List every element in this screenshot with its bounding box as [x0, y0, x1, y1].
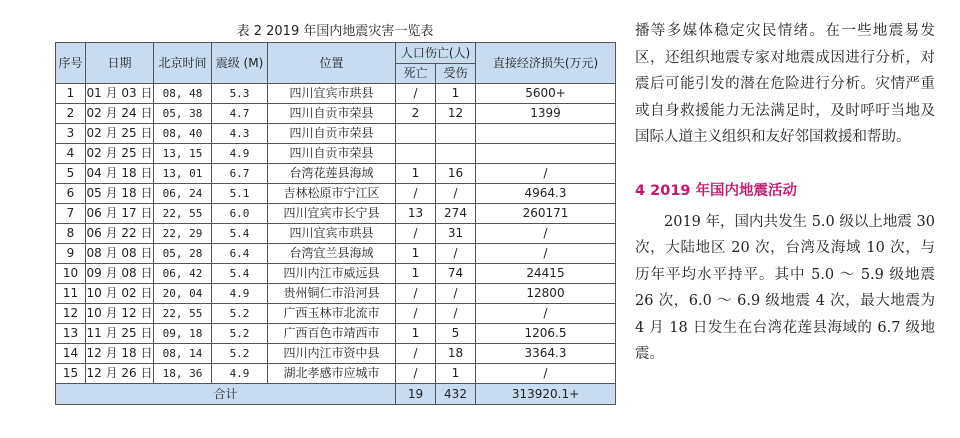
cell-location: 四川自贡市荣县: [268, 104, 396, 124]
cell-loss: 24415: [476, 264, 616, 284]
cell-magnitude: 5.1: [212, 184, 268, 204]
cell-date: 09 月 08 日: [86, 264, 154, 284]
cell-date: 05 月 18 日: [86, 184, 154, 204]
cell-date: 02 月 24 日: [86, 104, 154, 124]
table-row: [56, 344, 616, 364]
cell-loss: /: [476, 364, 616, 384]
cell-index: 1: [56, 84, 86, 104]
cell-magnitude: 5.4: [212, 224, 268, 244]
cell-index: 12: [56, 304, 86, 324]
cell-location: 四川自贡市荣县: [268, 124, 396, 144]
section-title: 4 2019 年国内地震活动: [635, 182, 798, 199]
cell-date: 06 月 22 日: [86, 224, 154, 244]
cell-injuries: 16: [436, 164, 476, 184]
cell-loss: /: [476, 244, 616, 264]
table-body: [56, 84, 616, 405]
cell-time: 22, 55: [154, 204, 212, 224]
header-time: 北京时间: [154, 43, 212, 84]
cell-deaths: 2: [396, 104, 436, 124]
cell-magnitude: 6.7: [212, 164, 268, 184]
cell-location: 广西玉林市北流市: [268, 304, 396, 324]
cell-magnitude: 5.4: [212, 264, 268, 284]
cell-date: 01 月 03 日: [86, 84, 154, 104]
table-row: [56, 84, 616, 104]
cell-injuries: /: [436, 244, 476, 264]
table-row: [56, 264, 616, 284]
cell-loss: [476, 124, 616, 144]
cell-loss: 260171: [476, 204, 616, 224]
cell-time: 22, 29: [154, 224, 212, 244]
table-row: [56, 284, 616, 304]
cell-deaths: [396, 144, 436, 164]
cell-loss: /: [476, 224, 616, 244]
cell-injuries: 12: [436, 104, 476, 124]
header-index: 序号: [56, 43, 86, 84]
cell-deaths: /: [396, 84, 436, 104]
cell-loss: 5600+: [476, 84, 616, 104]
header-loss: 直接经济损失(万元): [476, 43, 616, 84]
cell-injuries: 18: [436, 344, 476, 364]
cell-date: 12 月 18 日: [86, 344, 154, 364]
cell-loss: 1206.5: [476, 324, 616, 344]
cell-index: 3: [56, 124, 86, 144]
cell-deaths: /: [396, 224, 436, 244]
cell-location: 四川内江市威远县: [268, 264, 396, 284]
header-location: 位置: [268, 43, 396, 84]
cell-magnitude: 6.0: [212, 204, 268, 224]
cell-deaths: /: [396, 284, 436, 304]
cell-injuries: 5: [436, 324, 476, 344]
cell-time: 22, 55: [154, 304, 212, 324]
earthquake-table: [55, 42, 616, 405]
header-casualties: 人口伤亡(人): [396, 43, 476, 64]
cell-time: 08, 48: [154, 84, 212, 104]
cell-index: 2: [56, 104, 86, 124]
cell-location: 吉林松原市宁江区: [268, 184, 396, 204]
table-row: [56, 164, 616, 184]
cell-loss: 1399: [476, 104, 616, 124]
header-deaths: 死亡: [396, 64, 436, 84]
cell-time: 06, 42: [154, 264, 212, 284]
cell-time: 06, 24: [154, 184, 212, 204]
cell-time: 05, 38: [154, 104, 212, 124]
cell-injuries: /: [436, 284, 476, 304]
table-row: [56, 324, 616, 344]
cell-index: 11: [56, 284, 86, 304]
cell-loss: /: [476, 304, 616, 324]
cell-loss: 3364.3: [476, 344, 616, 364]
table-row: [56, 184, 616, 204]
total-injuries: 432: [436, 384, 476, 405]
cell-time: 18, 36: [154, 364, 212, 384]
cell-time: 05, 28: [154, 244, 212, 264]
cell-index: 8: [56, 224, 86, 244]
cell-date: 02 月 25 日: [86, 144, 154, 164]
cell-magnitude: 4.9: [212, 364, 268, 384]
cell-date: 04 月 18 日: [86, 164, 154, 184]
cell-date: 10 月 12 日: [86, 304, 154, 324]
cell-location: 四川宜宾市长宁县: [268, 204, 396, 224]
cell-date: 06 月 17 日: [86, 204, 154, 224]
cell-deaths: 1: [396, 324, 436, 344]
header-date: 日期: [86, 43, 154, 84]
cell-injuries: 274: [436, 204, 476, 224]
cell-magnitude: 4.9: [212, 144, 268, 164]
cell-magnitude: 4.3: [212, 124, 268, 144]
cell-time: 09, 18: [154, 324, 212, 344]
cell-location: 贵州铜仁市沿河县: [268, 284, 396, 304]
table-row: [56, 124, 616, 144]
cell-deaths: /: [396, 304, 436, 324]
cell-magnitude: 5.3: [212, 84, 268, 104]
cell-deaths: 13: [396, 204, 436, 224]
table-caption: 表 2 2019 年国内地震灾害一览表: [236, 24, 434, 39]
table-row: [56, 244, 616, 264]
paragraph-relief: 播等多媒体稳定灾民情绪。在一些地震易发区，还组织地震专家对地震成因进行分析，对震后可能引发的潜在危险进行分析。灾情严重或自身救援能力无法满足时，及时呼吁当地及国际人道主义组织和友好邻国救援和帮助。: [635, 23, 935, 145]
cell-magnitude: 5.2: [212, 324, 268, 344]
cell-deaths: /: [396, 184, 436, 204]
total-label: 合计: [56, 384, 396, 405]
cell-loss: /: [476, 164, 616, 184]
table-row: [56, 104, 616, 124]
table-total-row: [56, 384, 616, 405]
cell-location: 四川宜宾市珙县: [268, 224, 396, 244]
cell-location: 四川内江市资中县: [268, 344, 396, 364]
table-row: [56, 304, 616, 324]
table-row: [56, 224, 616, 244]
cell-time: 13, 01: [154, 164, 212, 184]
cell-location: 广西百色市靖西市: [268, 324, 396, 344]
cell-index: 14: [56, 344, 86, 364]
cell-magnitude: 5.2: [212, 344, 268, 364]
cell-location: 四川宜宾市珙县: [268, 84, 396, 104]
cell-magnitude: 4.9: [212, 284, 268, 304]
cell-deaths: 1: [396, 164, 436, 184]
table-row: [56, 364, 616, 384]
table-row: [56, 144, 616, 164]
body-text-column: [635, 18, 935, 368]
cell-deaths: 1: [396, 264, 436, 284]
cell-magnitude: 6.4: [212, 244, 268, 264]
cell-date: 10 月 02 日: [86, 284, 154, 304]
earthquake-table-block: [55, 22, 615, 405]
cell-loss: [476, 144, 616, 164]
cell-time: 20, 04: [154, 284, 212, 304]
cell-date: 08 月 08 日: [86, 244, 154, 264]
cell-injuries: [436, 124, 476, 144]
cell-injuries: [436, 144, 476, 164]
cell-index: 9: [56, 244, 86, 264]
total-deaths: 19: [396, 384, 436, 405]
cell-deaths: [396, 124, 436, 144]
cell-time: 08, 14: [154, 344, 212, 364]
total-loss: 313920.1+: [476, 384, 616, 405]
cell-deaths: /: [396, 344, 436, 364]
cell-date: 02 月 25 日: [86, 124, 154, 144]
cell-injuries: /: [436, 304, 476, 324]
cell-injuries: /: [436, 184, 476, 204]
cell-index: 10: [56, 264, 86, 284]
cell-index: 5: [56, 164, 86, 184]
paragraph-activity: 2019 年，国内共发生 5.0 级以上地震 30 次，大陆地区 20 次，台湾及海域 10 次，与历年平均水平持平。其中 5.0 ～ 5.9 级地震 26 次，6.0 ～ 6.9 级地震 4 次，最大地震为 4 月 18 日发生在台湾花莲县海域的 6.7 级地震。: [635, 213, 935, 362]
cell-deaths: /: [396, 364, 436, 384]
table-row: [56, 204, 616, 224]
cell-location: 台湾花莲县海域: [268, 164, 396, 184]
cell-injuries: 1: [436, 364, 476, 384]
cell-date: 11 月 25 日: [86, 324, 154, 344]
cell-location: 湖北孝感市应城市: [268, 364, 396, 384]
cell-loss: 12800: [476, 284, 616, 304]
cell-injuries: 1: [436, 84, 476, 104]
cell-magnitude: 4.7: [212, 104, 268, 124]
cell-index: 4: [56, 144, 86, 164]
cell-deaths: 1: [396, 244, 436, 264]
cell-injuries: 31: [436, 224, 476, 244]
cell-index: 15: [56, 364, 86, 384]
cell-location: 四川自贡市荣县: [268, 144, 396, 164]
header-injuries: 受伤: [436, 64, 476, 84]
cell-date: 12 月 26 日: [86, 364, 154, 384]
cell-index: 7: [56, 204, 86, 224]
cell-location: 台湾宜兰县海域: [268, 244, 396, 264]
cell-time: 08, 40: [154, 124, 212, 144]
cell-injuries: 74: [436, 264, 476, 284]
cell-magnitude: 5.2: [212, 304, 268, 324]
cell-time: 13, 15: [154, 144, 212, 164]
cell-index: 6: [56, 184, 86, 204]
header-magnitude: 震级 (M): [212, 43, 268, 84]
cell-index: 13: [56, 324, 86, 344]
cell-loss: 4964.3: [476, 184, 616, 204]
